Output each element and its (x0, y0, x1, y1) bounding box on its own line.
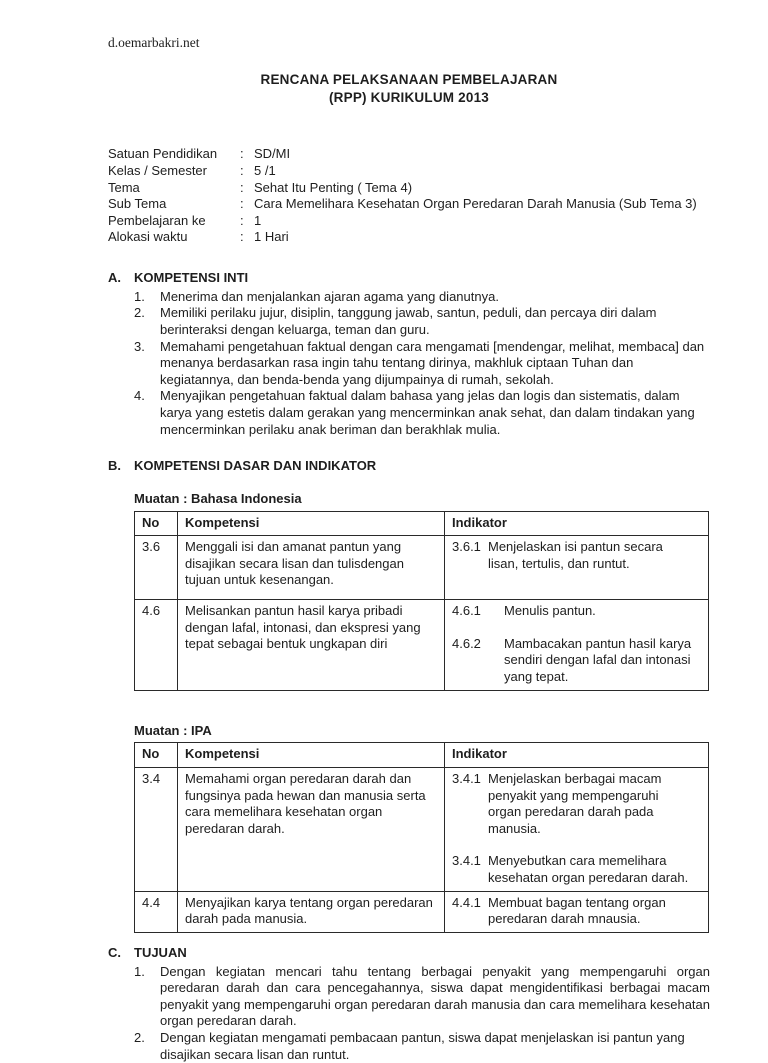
metadata-label: Sub Tema (108, 196, 167, 212)
column-header-indikator: Indikator (445, 511, 709, 536)
section-letter: A. (108, 270, 121, 286)
cell-kompetensi: Menggali isi dan amanat pantun yang disajikan secara lisan dan tulisdengan tujuan untuk kesenangan. (178, 536, 445, 600)
indicator-number: 3.4.1 (452, 853, 481, 869)
list-item (134, 305, 710, 338)
item-number: 1. (134, 963, 145, 979)
section-heading: KOMPETENSI DASAR DAN INDIKATOR (134, 458, 377, 474)
metadata-row (108, 213, 710, 230)
indicator-text: Menyebutkan cara memelihara kesehatan organ peredaran darah. (488, 853, 689, 886)
indicator-item (452, 895, 701, 928)
list-item (134, 339, 710, 389)
metadata-block (108, 146, 710, 246)
item-number: 1. (134, 288, 145, 304)
document-title (108, 71, 710, 106)
title-line-2: (RPP) KURIKULUM 2013 (328, 89, 490, 105)
metadata-value: SD/MI (254, 146, 291, 162)
item-number: 2. (134, 305, 145, 321)
cell-indikator (445, 600, 709, 691)
metadata-colon: : (240, 196, 244, 212)
item-text: Dengan kegiatan mencari tahu tentang berbagai penyakit yang mempengaruhi organ peredaran darah dan cara pencegahannya, siswa dapat mengidentifikasi berbagai macam penyakit yang mempengaruhi organ peredaran darah manusia dan cara memelihara kesehatan organ peredaran darah. (160, 963, 710, 1029)
metadata-value: Sehat Itu Penting ( Tema 4) (254, 179, 413, 195)
metadata-colon: : (240, 212, 244, 228)
metadata-label: Kelas / Semester (108, 162, 207, 178)
cell-kompetensi: Menyajikan karya tentang organ peredaran darah pada manusia. (178, 891, 445, 932)
cell-no: 3.4 (135, 767, 178, 891)
cell-indikator (445, 536, 709, 600)
metadata-label: Satuan Pendidikan (108, 146, 218, 162)
cell-no: 3.6 (135, 536, 178, 600)
list-item (134, 289, 710, 306)
cell-kompetensi: Memahami organ peredaran darah dan fungsinya pada hewan dan manusia serta cara memelihara kesehatan organ peredaran darah. (178, 767, 445, 891)
cell-no: 4.6 (135, 600, 178, 691)
muatan-label-ipa: Muatan : IPA (134, 722, 212, 738)
indicator-text: Mambacakan pantun hasil karya sendiri dengan lafal dan intonasi yang tepat. (504, 635, 692, 685)
indicator-text: Menjelaskan isi pantun secara lisan, tertulis, dan runtut. (488, 539, 663, 571)
indicator-item (452, 539, 701, 572)
table-row (135, 767, 709, 891)
metadata-row (108, 229, 710, 246)
indicator-number: 3.4.1 (452, 770, 481, 786)
item-number: 4. (134, 388, 145, 404)
metadata-colon: : (240, 179, 244, 195)
table-row (135, 600, 709, 691)
cell-no: 4.4 (135, 891, 178, 932)
metadata-label: Pembelajaran ke (108, 212, 206, 228)
metadata-row (108, 196, 710, 213)
indicator-number: 3.6.1 (452, 539, 481, 555)
list-item (134, 964, 710, 1031)
item-number: 3. (134, 338, 145, 354)
metadata-value: 5 /1 (254, 162, 276, 178)
item-text: Menerima dan menjalankan ajaran agama yang dianutnya. (160, 288, 499, 304)
metadata-row (108, 163, 710, 180)
item-text: Memiliki perilaku jujur, disiplin, tanggung jawab, santun, peduli, dan percaya diri dalam berinteraksi dengan keluarga, teman dan guru. (160, 305, 657, 337)
kd-table-bahasa-indonesia (134, 511, 709, 691)
indicator-text: Menulis pantun. (504, 603, 596, 619)
metadata-colon: : (240, 229, 244, 245)
metadata-colon: : (240, 162, 244, 178)
indicator-number: 4.6.1 (452, 603, 481, 619)
metadata-value: Cara Memelihara Kesehatan Organ Peredaran Darah Manusia (Sub Tema 3) (254, 196, 697, 212)
section-kompetensi-dasar (108, 458, 710, 945)
item-text: Dengan kegiatan mengamati pembacaan pantun, siswa dapat menjelaskan isi pantun yang disajikan secara lisan dan runtut. (160, 1030, 685, 1062)
metadata-colon: : (240, 146, 244, 162)
section-heading: TUJUAN (134, 944, 187, 960)
muatan-label-bahasa-indonesia: Muatan : Bahasa Indonesia (134, 490, 302, 506)
metadata-row (108, 180, 710, 197)
indicator-text: Menjelaskan berbagai macam penyakit yang mempengaruhi organ peredaran darah pada manusia. (488, 770, 662, 836)
watermark: d.oemarbakri.net (108, 35, 200, 50)
cell-indikator (445, 891, 709, 932)
indicator-number: 4.6.2 (452, 635, 481, 651)
indicator-text: Membuat bagan tentang organ peredaran darah mnausia. (488, 894, 666, 927)
kd-table-ipa (134, 742, 709, 933)
cell-kompetensi: Melisankan pantun hasil karya pribadi dengan lafal, intonasi, dan ekspresi yang tepat sebagai bentuk ungkapan diri (178, 600, 445, 691)
item-text: Menyajikan pengetahuan faktual dalam bahasa yang jelas dan logis dan sistematis, dalam karya yang estetis dalam gerakan yang mencerminkan anak sehat, dan dalam tindakan yang mencerminkan perilaku anak beriman dan berakhlak mulia. (160, 388, 695, 437)
list-item (134, 1030, 710, 1063)
item-text: Memahami pengetahuan faktual dengan cara mengamati [mendengar, melihat, membaca] dan menanya berdasarkan rasa ingin tahu tentang dirinya, makhluk ciptaan Tuhan dan kegiatannya, dan benda-benda yang dijumpainya di rumah, sekolah. (160, 338, 705, 387)
column-header-no: No (135, 743, 178, 768)
metadata-label: Alokasi waktu (108, 229, 188, 245)
list-item (134, 388, 710, 438)
indicator-item (452, 771, 701, 838)
section-letter: B. (108, 458, 121, 474)
indicator-item (452, 853, 701, 886)
section-heading: KOMPETENSI INTI (134, 270, 249, 286)
column-header-indikator: Indikator (445, 743, 709, 768)
column-header-no: No (135, 511, 178, 536)
title-line-1: RENCANA PELAKSANAAN PEMBELAJARAN (260, 72, 558, 88)
indicator-item (452, 636, 701, 686)
item-number: 2. (134, 1030, 145, 1046)
column-header-kompetensi: Kompetensi (178, 511, 445, 536)
section-tujuan (108, 945, 710, 1063)
metadata-row (108, 146, 710, 163)
metadata-label: Tema (108, 179, 140, 195)
section-letter: C. (108, 944, 121, 960)
metadata-value: 1 (254, 212, 262, 228)
table-row (135, 891, 709, 932)
cell-indikator (445, 767, 709, 891)
table-row (135, 536, 709, 600)
indicator-number: 4.4.1 (452, 894, 481, 910)
indicator-item (452, 603, 701, 620)
column-header-kompetensi: Kompetensi (178, 743, 445, 768)
section-kompetensi-inti (108, 270, 710, 438)
metadata-value: 1 Hari (254, 229, 289, 245)
